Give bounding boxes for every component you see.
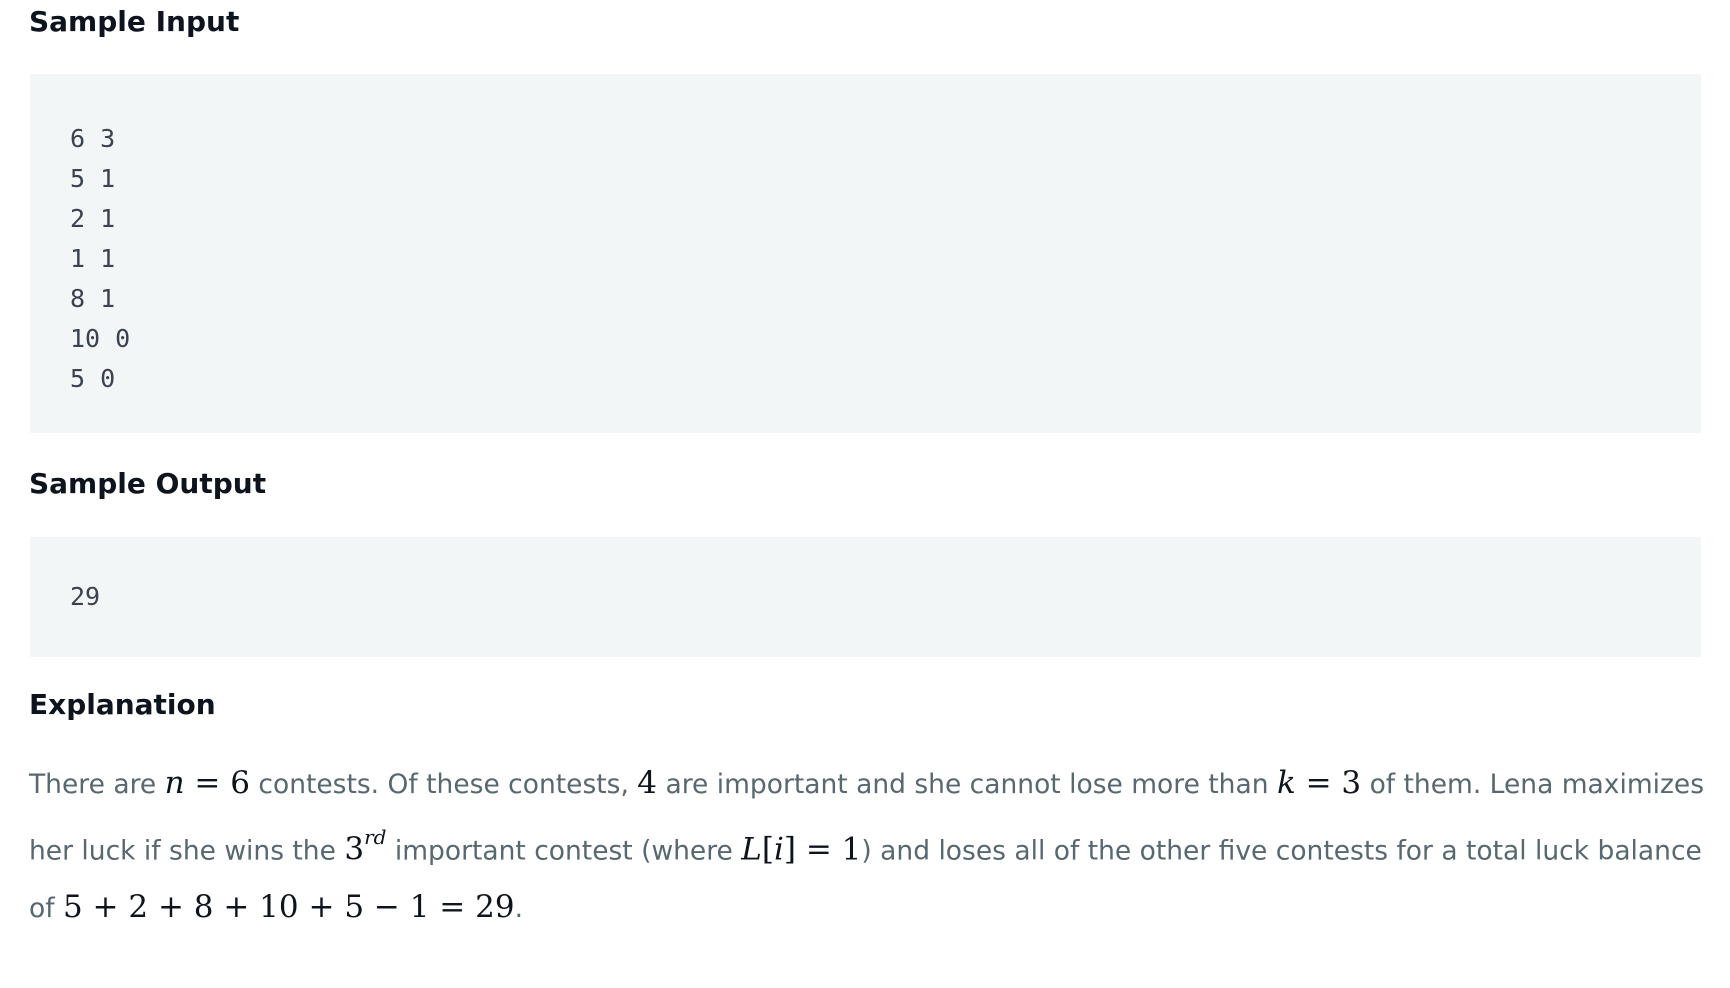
math-3rd: 3rd xyxy=(344,825,387,868)
explanation-heading: Explanation xyxy=(29,688,216,721)
explanation-text xyxy=(29,755,1709,937)
sample-input-line: 5 0 xyxy=(70,364,116,393)
explanation-line-3: of 5 + 2 + 8 + 10 + 5 − 1 = 29. xyxy=(29,889,524,926)
math-l-i-equals-1: L[i] = 1 xyxy=(741,831,862,868)
sample-output-line: 29 xyxy=(70,582,101,611)
sample-output-heading: Sample Output xyxy=(29,467,267,500)
math-total-sum: 5 + 2 + 8 + 10 + 5 − 1 = 29 xyxy=(62,889,515,926)
sample-input-line: 8 1 xyxy=(70,284,116,313)
explanation-line-2: her luck if she wins the 3rd important contest (where L[i] = 1) and loses all of the other five contests for a total luck balance xyxy=(29,825,1702,868)
sample-input-line: 5 1 xyxy=(70,164,116,193)
sample-input-heading: Sample Input xyxy=(29,5,240,38)
sample-input-block xyxy=(30,74,1701,433)
math-n-equals-6: n = 6 xyxy=(164,765,250,801)
sample-input-line: 2 1 xyxy=(70,204,116,233)
sample-output-block xyxy=(30,537,1701,657)
sample-input-line: 6 3 xyxy=(70,124,116,153)
sample-input-line: 1 1 xyxy=(70,244,116,273)
math-k-equals-3: k = 3 xyxy=(1276,765,1362,801)
explanation-line-1: There are n = 6 contests. Of these contests, 4 are important and she cannot lose more than k = 3 of them. Lena maximizes xyxy=(29,765,1705,801)
sample-input-line: 10 0 xyxy=(70,324,131,353)
math-4: 4 xyxy=(637,765,658,801)
